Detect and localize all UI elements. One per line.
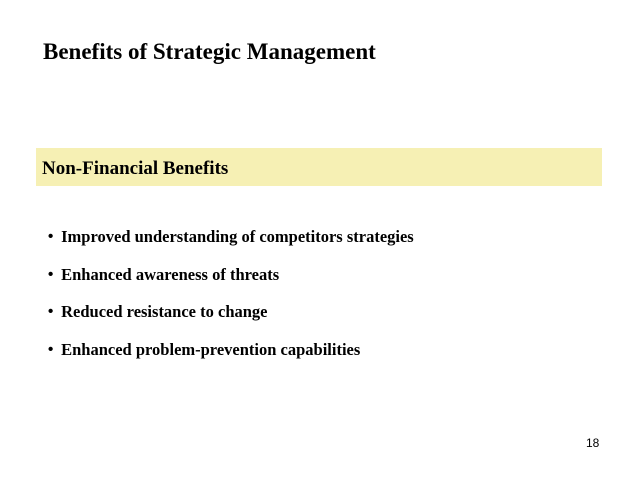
section-heading: Non-Financial Benefits: [42, 158, 229, 179]
bullet-item: [48, 222, 414, 260]
bullet-icon: •: [48, 265, 54, 283]
bullet-icon: •: [48, 303, 54, 320]
bullet-text: Enhanced problem-prevention capabilities: [61, 339, 361, 359]
bullet-item: [48, 335, 414, 373]
bullet-text: Improved understanding of competitors strategies: [61, 227, 414, 246]
bullet-item: [48, 297, 414, 335]
bullet-text: Enhanced awareness of threats: [61, 264, 280, 284]
bullet-icon: •: [48, 340, 54, 358]
section-heading-band: [36, 148, 602, 186]
page-number: 18: [586, 436, 600, 450]
slide-title: Benefits of Strategic Management: [43, 39, 376, 64]
bullet-text: Reduced resistance to change: [61, 302, 268, 321]
bullet-item: [48, 260, 414, 298]
bullet-list: [48, 222, 414, 372]
bullet-icon: •: [48, 228, 54, 245]
